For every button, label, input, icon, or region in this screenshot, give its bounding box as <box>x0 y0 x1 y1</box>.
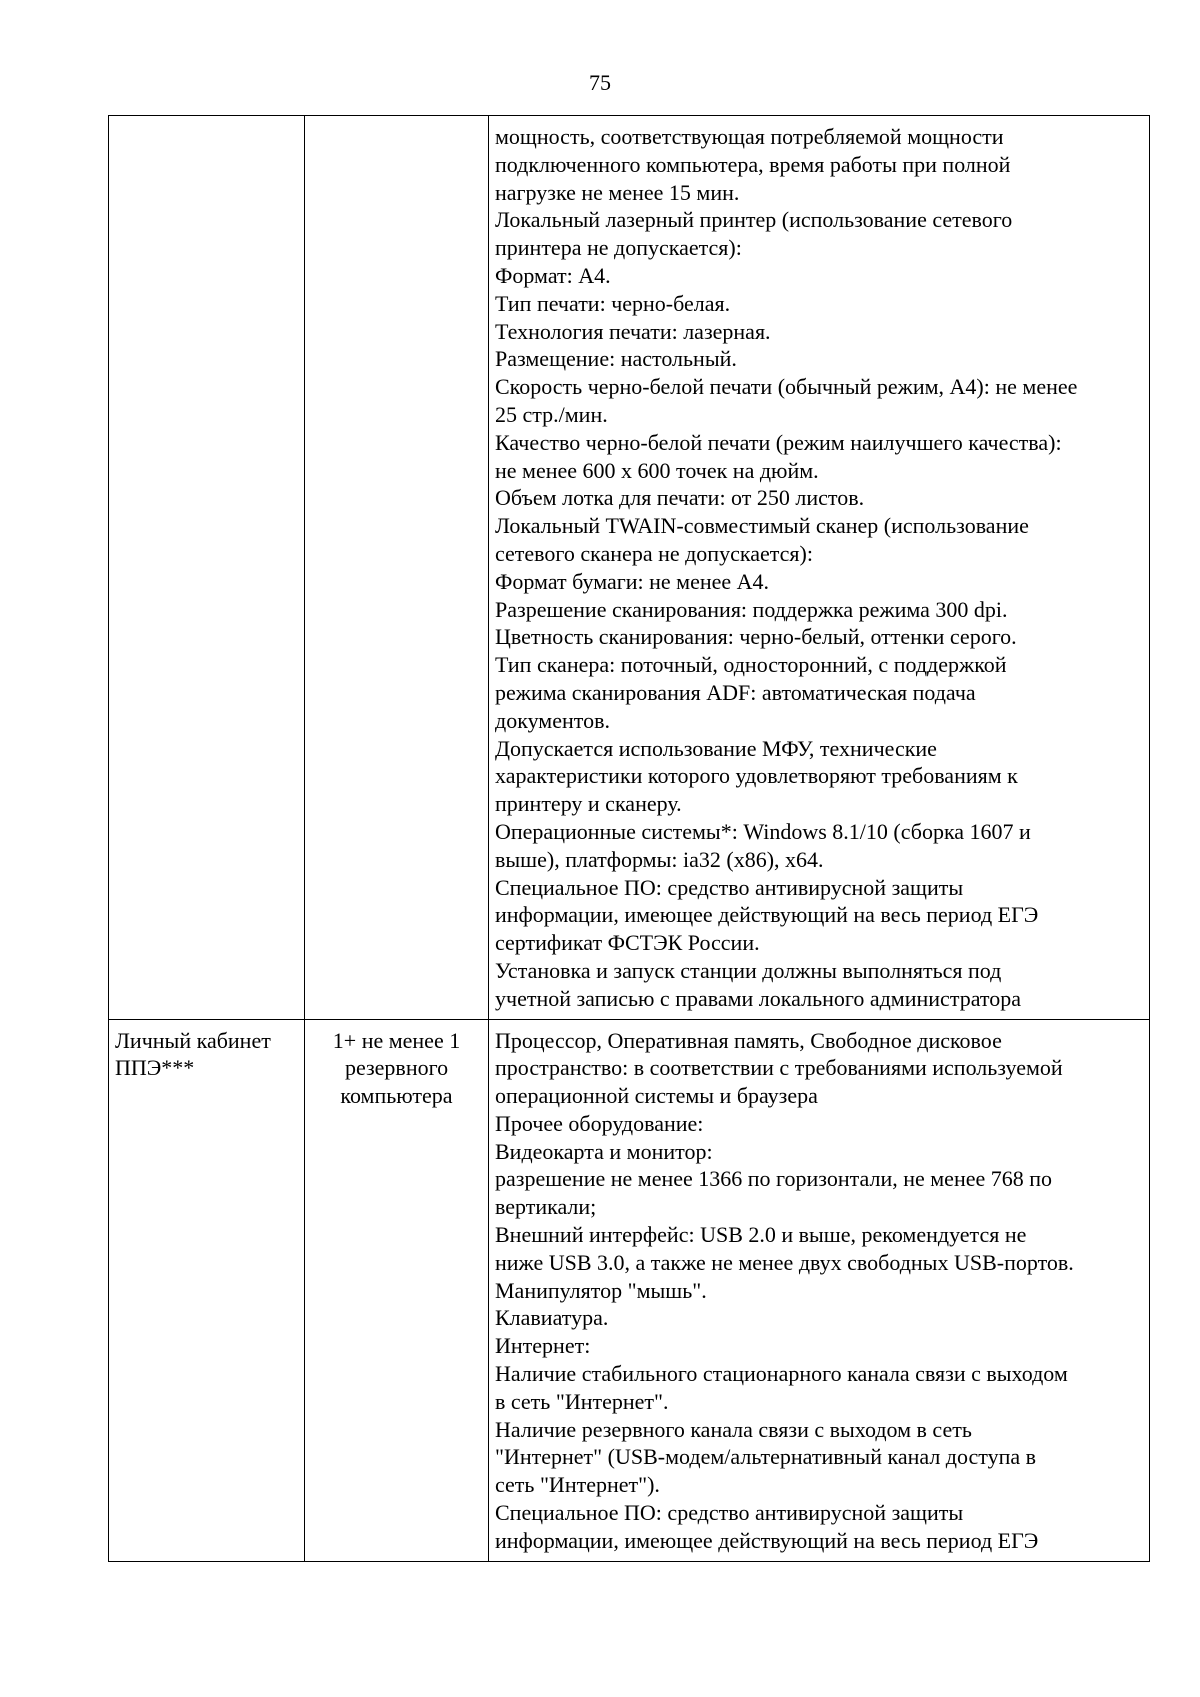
requirement-line: мощность, соответствующая потребляемой мощности <box>495 124 1004 149</box>
requirement-line: Прочее оборудование: <box>495 1110 704 1136</box>
requirement-line: Специальное ПО: средство антивирусной защиты <box>495 874 964 900</box>
requirement-line: документов. <box>495 707 610 733</box>
page-number: 75 <box>589 70 611 95</box>
requirement-line: "Интернет" (USB-модем/альтернативный канал доступа в <box>495 1444 1037 1470</box>
requirement-line: Технология печати: лазерная. <box>495 318 771 344</box>
requirement-line: Клавиатура. <box>495 1305 609 1331</box>
table-row <box>109 116 1150 1020</box>
requirement-line: режима сканирования ADF: автоматическая подача <box>495 679 976 705</box>
requirements-cell <box>489 116 1150 1020</box>
requirement-line: информации, имеющее действующий на весь период ЕГЭ <box>495 1527 1039 1553</box>
requirement-line: Процессор, Оперативная память, Свободное дисковое <box>495 1027 1002 1053</box>
requirement-line: пространство: в соответствии с требованиями используемой <box>495 1055 1063 1081</box>
requirement-line: Формат: А4. <box>495 262 611 288</box>
requirement-line: учетной записью с правами локального администратора <box>495 985 1021 1011</box>
requirement-line: сертификат ФСТЭК России. <box>495 930 760 956</box>
requirement-line: ниже USB 3.0, а также не менее двух свободных USB-портов. <box>495 1249 1074 1275</box>
requirement-line: вертикали; <box>495 1194 597 1220</box>
requirements-cell <box>489 1019 1150 1561</box>
requirement-line: Тип печати: черно-белая. <box>495 290 731 316</box>
requirement-line: Тип сканера: поточный, односторонний, с поддержкой <box>495 652 1007 678</box>
requirement-line: Цветность сканирования: черно-белый, оттенки серого. <box>495 624 1017 650</box>
requirement-line: разрешение не менее 1366 по горизонтали, не менее 768 по <box>495 1166 1053 1192</box>
equipment-name-cell <box>109 116 305 1020</box>
requirement-line: нагрузке не менее 15 мин. <box>495 179 740 205</box>
requirement-line: Внешний интерфейс: USB 2.0 и выше, рекомендуется не <box>495 1222 1027 1248</box>
requirement-line: Интернет: <box>495 1333 591 1359</box>
requirement-line: Специальное ПО: средство антивирусной защиты <box>495 1500 964 1526</box>
requirement-line: Локальный лазерный принтер (использование сетевого <box>495 207 1013 233</box>
requirement-line: 25 стр./мин. <box>495 401 608 427</box>
requirement-line: операционной системы и браузера <box>495 1083 818 1109</box>
requirement-line: Допускается использование МФУ, технические <box>495 735 937 761</box>
requirement-line: Скорость черно-белой печати (обычный режим, А4): не менее <box>495 374 1078 400</box>
requirement-line: Объем лотка для печати: от 250 листов. <box>495 485 865 511</box>
requirement-line: Разрешение сканирования: поддержка режима 300 dpi. <box>495 596 1008 622</box>
requirement-line: сетевого сканера не допускается): <box>495 540 813 566</box>
equipment-name-cell: Личный кабинет ППЭ*** <box>109 1019 305 1561</box>
requirement-line: Видеокарта и монитор: <box>495 1138 713 1164</box>
requirement-line: в сеть "Интернет". <box>495 1388 669 1414</box>
requirement-line: подключенного компьютера, время работы при полной <box>495 151 1011 177</box>
quantity-cell: 1+ не менее 1 резервного компьютера <box>305 1019 489 1561</box>
requirement-line: Качество черно-белой печати (режим наилучшего качества): <box>495 429 1062 455</box>
requirement-line: Наличие стабильного стационарного канала связи с выходом <box>495 1361 1068 1387</box>
requirement-line: характеристики которого удовлетворяют требованиям к <box>495 763 1018 789</box>
requirement-line: Формат бумаги: не менее А4. <box>495 568 770 594</box>
table-row <box>109 1019 1150 1561</box>
quantity-cell <box>305 116 489 1020</box>
requirements-table <box>108 115 1150 1562</box>
requirement-line: Операционные системы*: Windows 8.1/10 (сборка 1607 и <box>495 818 1031 844</box>
requirement-line: Установка и запуск станции должны выполняться под <box>495 957 1002 983</box>
requirement-line: Размещение: настольный. <box>495 346 737 372</box>
requirement-line: не менее 600 х 600 точек на дюйм. <box>495 457 819 483</box>
requirement-line: Локальный TWAIN-совместимый сканер (использование <box>495 513 1029 539</box>
requirement-line: Манипулятор "мышь". <box>495 1277 707 1303</box>
requirement-line: информации, имеющее действующий на весь период ЕГЭ <box>495 902 1039 928</box>
requirement-line: принтеру и сканеру. <box>495 791 682 817</box>
requirement-line: сеть "Интернет"). <box>495 1472 660 1498</box>
requirement-line: выше), платформы: ia32 (x86), x64. <box>495 846 824 872</box>
requirement-line: принтера не допускается): <box>495 235 742 261</box>
requirement-line: Наличие резервного канала связи с выходом в сеть <box>495 1416 972 1442</box>
